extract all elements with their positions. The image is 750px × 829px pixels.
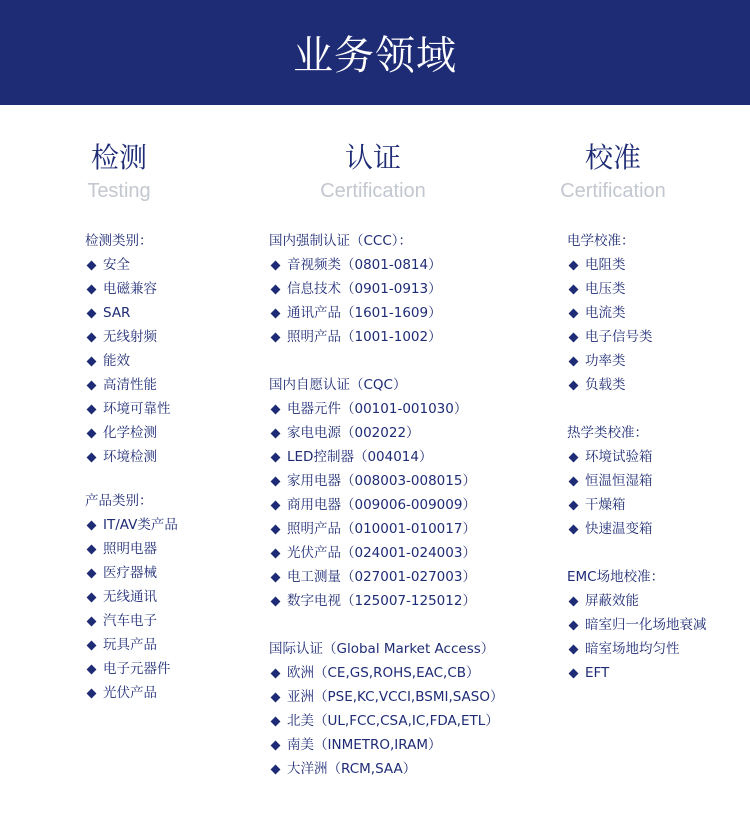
diamond-bullet-icon [87, 356, 97, 366]
list-item: 照明产品（010001-010017） [269, 517, 476, 541]
list-item: 照明电器 [85, 537, 178, 561]
diamond-bullet-icon [569, 596, 579, 606]
diamond-bullet-icon [569, 332, 579, 342]
list-item: 照明产品（1001-1002） [269, 325, 442, 349]
list-item: 玩具产品 [85, 633, 178, 657]
list-item: 化学检测 [85, 421, 171, 445]
list-item: 负载类 [567, 373, 653, 397]
list-item: 快速温变箱 [567, 517, 653, 541]
diamond-bullet-icon [271, 476, 281, 486]
list-item: 电工测量（027001-027003） [269, 565, 476, 589]
diamond-bullet-icon [87, 260, 97, 270]
column-subtitle: Testing [87, 180, 151, 202]
group-testing-categories [85, 229, 171, 469]
list-item: 电压类 [567, 277, 653, 301]
list-item: 电器元件（00101-001030） [269, 397, 476, 421]
list-item: 欧洲（CE,GS,ROHS,EAC,CB） [269, 661, 504, 685]
group-title: 检测类别： [85, 233, 153, 249]
diamond-bullet-icon [271, 524, 281, 534]
diamond-bullet-icon [87, 520, 97, 530]
list-item: 恒温恒湿箱 [567, 469, 653, 493]
diamond-bullet-icon [271, 428, 281, 438]
list-item: 音视频类（0801-0814） [269, 253, 442, 277]
diamond-bullet-icon [569, 308, 579, 318]
group-product-categories [85, 489, 178, 705]
list-item: 干燥箱 [567, 493, 653, 517]
list-item: SAR [85, 301, 171, 325]
group-title: 产品类别： [85, 493, 153, 509]
list-item: 无线通讯 [85, 585, 178, 609]
diamond-bullet-icon [271, 308, 281, 318]
diamond-bullet-icon [271, 452, 281, 462]
group-global-certification [269, 637, 504, 781]
list-item: 能效 [85, 349, 171, 373]
list-item: 高清性能 [85, 373, 171, 397]
group-title: 国内自愿认证（CQC） [269, 377, 407, 393]
column-subtitle: Certification [320, 180, 426, 202]
group-title: 热学类校准： [567, 425, 648, 441]
list-item: 亚洲（PSE,KC,VCCI,BSMI,SASO） [269, 685, 504, 709]
diamond-bullet-icon [87, 592, 97, 602]
list-item: 汽车电子 [85, 609, 178, 633]
group-cqc-certification [269, 373, 476, 613]
list-item: 安全 [85, 253, 171, 277]
list-item: 环境检测 [85, 445, 171, 469]
diamond-bullet-icon [87, 284, 97, 294]
diamond-bullet-icon [271, 692, 281, 702]
column-header-testing [9, 141, 229, 204]
diamond-bullet-icon [87, 308, 97, 318]
diamond-bullet-icon [271, 500, 281, 510]
diamond-bullet-icon [87, 544, 97, 554]
diamond-bullet-icon [271, 332, 281, 342]
diamond-bullet-icon [271, 740, 281, 750]
diamond-bullet-icon [87, 380, 97, 390]
list-item: 通讯产品（1601-1609） [269, 301, 442, 325]
list-item: 大洋洲（RCM,SAA） [269, 757, 504, 781]
diamond-bullet-icon [87, 568, 97, 578]
diamond-bullet-icon [569, 260, 579, 270]
list-item: 商用电器（009006-009009） [269, 493, 476, 517]
group-title: 电学校准： [567, 233, 635, 249]
diamond-bullet-icon [569, 644, 579, 654]
list-item: 电子信号类 [567, 325, 653, 349]
list-item: 暗室归一化场地衰减 [567, 613, 707, 637]
list-item: 电磁兼容 [85, 277, 171, 301]
list-item: 数字电视（125007-125012） [269, 589, 476, 613]
list-item: 南美（INMETRO,IRAM） [269, 733, 504, 757]
list-item: 北美（UL,FCC,CSA,IC,FDA,ETL） [269, 709, 504, 733]
list-item: EFT [567, 661, 707, 685]
column-title: 检测 [90, 141, 147, 174]
list-item: 功率类 [567, 349, 653, 373]
diamond-bullet-icon [271, 572, 281, 582]
diamond-bullet-icon [87, 404, 97, 414]
diamond-bullet-icon [87, 664, 97, 674]
list-item: 环境试验箱 [567, 445, 653, 469]
group-title: EMC场地校准： [567, 569, 665, 585]
column-header-calibration [503, 141, 723, 204]
diamond-bullet-icon [87, 428, 97, 438]
page-title: 业务领域 [293, 33, 457, 79]
list-item: IT/AV类产品 [85, 513, 178, 537]
group-ccc-certification [269, 229, 442, 349]
diamond-bullet-icon [569, 668, 579, 678]
list-item: 无线射频 [85, 325, 171, 349]
group-electrical-calibration [567, 229, 653, 397]
diamond-bullet-icon [569, 620, 579, 630]
diamond-bullet-icon [569, 380, 579, 390]
list-item: 屏蔽效能 [567, 589, 707, 613]
list-item: 电阻类 [567, 253, 653, 277]
header-banner [0, 0, 750, 105]
diamond-bullet-icon [271, 260, 281, 270]
group-thermal-calibration [567, 421, 653, 541]
diamond-bullet-icon [271, 764, 281, 774]
list-item: LED控制器（004014） [269, 445, 476, 469]
diamond-bullet-icon [271, 548, 281, 558]
list-item: 医疗器械 [85, 561, 178, 585]
diamond-bullet-icon [271, 668, 281, 678]
column-subtitle: Certification [560, 180, 666, 202]
column-title: 校准 [584, 141, 641, 174]
list-item: 暗室场地均匀性 [567, 637, 707, 661]
list-item: 电子元器件 [85, 657, 178, 681]
diamond-bullet-icon [569, 524, 579, 534]
diamond-bullet-icon [569, 476, 579, 486]
column-header-certification [263, 141, 483, 204]
diamond-bullet-icon [271, 404, 281, 414]
list-item: 家电电源（002022） [269, 421, 476, 445]
list-item: 环境可靠性 [85, 397, 171, 421]
diamond-bullet-icon [87, 452, 97, 462]
diamond-bullet-icon [569, 284, 579, 294]
list-item: 光伏产品（024001-024003） [269, 541, 476, 565]
diamond-bullet-icon [87, 640, 97, 650]
diamond-bullet-icon [569, 356, 579, 366]
group-title: 国际认证（Global Market Access） [269, 641, 495, 657]
diamond-bullet-icon [271, 716, 281, 726]
diamond-bullet-icon [271, 284, 281, 294]
diamond-bullet-icon [569, 500, 579, 510]
list-item: 家用电器（008003-008015） [269, 469, 476, 493]
diamond-bullet-icon [271, 596, 281, 606]
list-item: 信息技术（0901-0913） [269, 277, 442, 301]
diamond-bullet-icon [87, 688, 97, 698]
diamond-bullet-icon [87, 332, 97, 342]
list-item: 光伏产品 [85, 681, 178, 705]
group-emc-site-calibration [567, 565, 707, 685]
list-item: 电流类 [567, 301, 653, 325]
diamond-bullet-icon [569, 452, 579, 462]
group-title: 国内强制认证（CCC）： [269, 233, 413, 249]
diamond-bullet-icon [87, 616, 97, 626]
column-title: 认证 [344, 141, 401, 174]
